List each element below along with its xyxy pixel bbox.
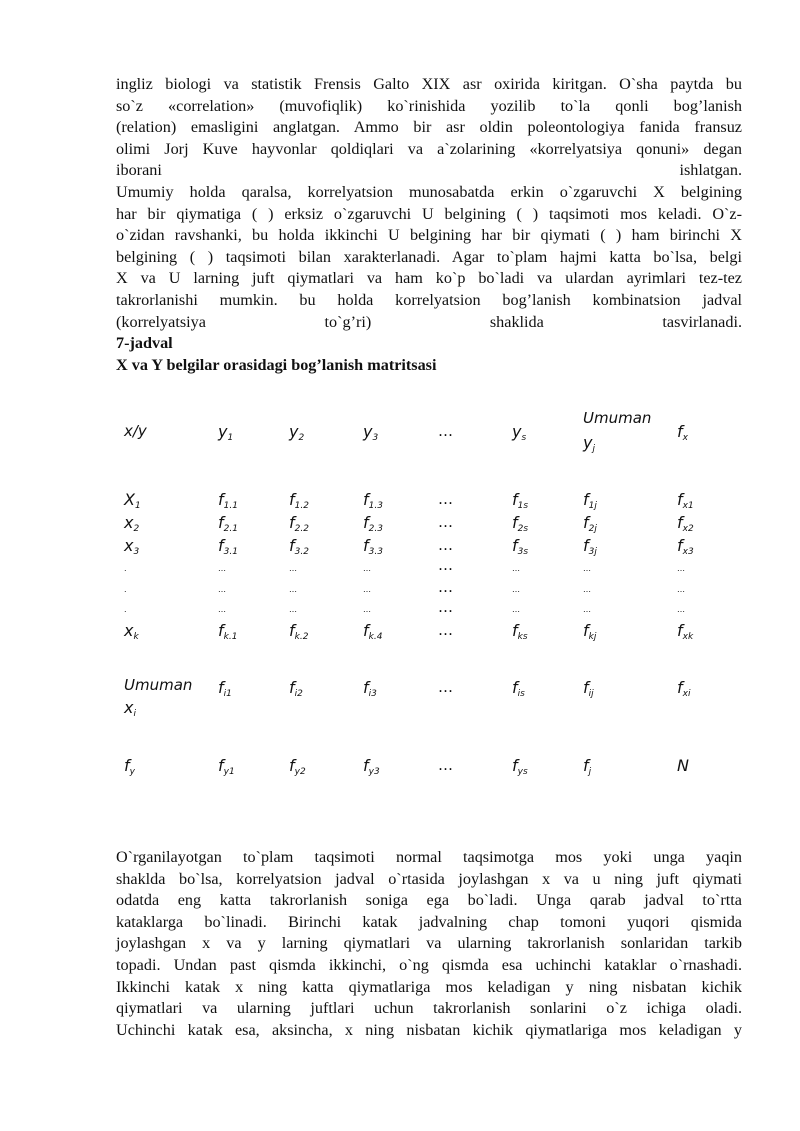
text-line: takrorlanishi mumkin. bu holda korrelyatsion bog’lanish kombinatsion jadval <box>116 290 742 309</box>
cell-fij: $f_{ij}$ <box>583 678 594 699</box>
table-label: 7-jadval <box>116 334 173 353</box>
text-line: Umumiy holda qaralsa, korrelyatsion munosabatda erkin o`zgaruvchi X belgining <box>116 182 742 201</box>
cell-ellipsis: … <box>438 513 453 531</box>
ellipsis-row-marker: . <box>124 605 127 614</box>
cell-f3s: $f_{3s}$ <box>512 536 529 557</box>
cell-ellipsis: … <box>438 536 453 554</box>
ellipsis-cell: … <box>218 585 226 594</box>
cell-fys: $f_{ys}$ <box>512 756 528 777</box>
cell-ellipsis: … <box>438 490 453 508</box>
cell-fkj: $f_{kj}$ <box>583 621 597 642</box>
ellipsis-cell: … <box>289 585 297 594</box>
ellipsis-cell: … <box>218 605 226 614</box>
cell-fy1: $f_{y1}$ <box>218 756 235 777</box>
cell-fj: $f_j$ <box>583 756 592 777</box>
cell-fk2: $f_{k.2}$ <box>289 621 309 642</box>
text-line: O`rganilayotgan to`plam taqsimoti normal taqsimotga mos yoki unga yaqin <box>116 848 742 866</box>
cell-f32: $f_{3.2}$ <box>289 536 309 557</box>
ellipsis-cell: … <box>677 605 685 614</box>
text-line: joylashgan x va y larning qiymatlari va ularning takrorlanish sonlaridan tarkib <box>116 934 742 953</box>
text-line: ingliz biologi va statistik Frensis Galto XIX asr oxirida kiritgan. O`sha paytda bu <box>116 75 742 93</box>
header-total-label: Umuman <box>583 409 652 427</box>
text-line: o`zidan ravshanki, bu holda ikkinchi U belgining har bir qiymati ( ) ham birinchi X <box>116 226 742 245</box>
text-line: iborani ishlatgan. <box>116 161 742 180</box>
text-line: odatda eng katta takrorlanish soniga ega bo`ladi. Unga qarab jadval to`rtta <box>116 891 742 910</box>
text-line: (korrelyatsiya to`g’ri) shaklida tasvirlanadi. <box>116 312 742 331</box>
text-line: shaklda bo`lsa, korrelyatsion jadval o`rtasida joylashgan x va u ning juft qiymati <box>116 869 742 888</box>
cell-fi3: $f_{i3}$ <box>363 678 377 699</box>
ellipsis-cell: … <box>512 605 520 614</box>
cell-fis: $f_{is}$ <box>512 678 525 699</box>
cell-fi2: $f_{i2}$ <box>289 678 303 699</box>
ellipsis-cell: … <box>583 585 591 594</box>
text-line: har bir qiymatiga ( ) erksiz o`zgaruvchi U belgining ( ) taqsimoti mos keladi. O`z- <box>116 204 742 223</box>
total-row-var: $x_i$ <box>124 698 136 719</box>
text-line: topadi. Undan past qismda ikkinchi, o`ng qismda esa uchinchi kataklar o`rnashadi. <box>116 955 742 974</box>
cell-f31: $f_{3.1}$ <box>218 536 238 557</box>
cell-f3j: $f_{3j}$ <box>583 536 597 557</box>
header-total-var: $y_j$ <box>583 433 595 454</box>
paragraph-intro <box>116 74 742 333</box>
table-title: X va Y belgilar orasidagi bog’lanish matritsasi <box>116 355 437 374</box>
ellipsis-cell: … <box>363 605 371 614</box>
cell-fks: $f_{ks}$ <box>512 621 528 642</box>
page-body <box>116 74 742 376</box>
total-row-label: Umuman <box>124 676 193 694</box>
cell-fx1: $f_{x1}$ <box>677 490 694 511</box>
table-corner: x/y <box>124 422 147 440</box>
text-line: Uchinchi katak esa, aksincha, x ning nisbatan kichik qiymatlariga mos keladigan y <box>116 1020 742 1039</box>
ellipsis-row-marker: . <box>124 585 127 594</box>
ellipsis-cell: … <box>438 598 453 616</box>
row-x1-label: $X_1$ <box>124 490 141 511</box>
ellipsis-cell: … <box>289 605 297 614</box>
header-fx: $f_x$ <box>677 422 688 443</box>
cell-fx2: $f_{x2}$ <box>677 513 694 534</box>
cell-fy3: $f_{y3}$ <box>363 756 380 777</box>
text-line: X va U larning juft qiymatlari va ham ko`p bo`ladi va ulardan ayrimlari tez-tez <box>116 269 742 288</box>
ellipsis-cell: … <box>438 578 453 596</box>
page-body-lower <box>116 847 742 1041</box>
header-y2: $y_2$ <box>289 422 305 443</box>
ellipsis-cell: … <box>677 564 685 573</box>
paragraph-explanation <box>116 847 742 1041</box>
text-line: kataklarga bo`linadi. Birinchi katak jadvalning chap tomoni yuqori qismida <box>116 912 742 931</box>
cell-f23: $f_{2.3}$ <box>363 513 383 534</box>
ellipsis-cell: … <box>583 564 591 573</box>
cell-fk4: $f_{k.4}$ <box>363 621 383 642</box>
text-line: (relation) emasligini anglatgan. Ammo bir asr oldin poleontologiya fanida fransuz <box>116 118 742 137</box>
cell-f12: $f_{1.2}$ <box>289 490 309 511</box>
cell-ellipsis: … <box>438 756 453 774</box>
ellipsis-row-marker: . <box>124 564 127 573</box>
ellipsis-cell: … <box>218 564 226 573</box>
cell-f1s: $f_{1s}$ <box>512 490 529 511</box>
text-line: belgining ( ) taqsimoti bilan xarakterlanadi. Agar to`plam hajmi katta bo`lsa, belgi <box>116 247 742 266</box>
ellipsis-cell: … <box>583 605 591 614</box>
ellipsis-cell: … <box>677 585 685 594</box>
text-line: olimi Jorj Kuve hayvonlar qoldiqlari va a`zolarining «korrelyatsiya qonuni» degan <box>116 139 742 158</box>
cell-f13: $f_{1.3}$ <box>363 490 383 511</box>
ellipsis-cell: … <box>363 564 371 573</box>
cell-f2s: $f_{2s}$ <box>512 513 529 534</box>
cell-f1j: $f_{1j}$ <box>583 490 597 511</box>
header-ellipsis: … <box>438 422 453 440</box>
ellipsis-cell: … <box>512 585 520 594</box>
header-ys: $y_s$ <box>512 422 527 443</box>
header-y1: $y_1$ <box>218 422 234 443</box>
cell-fk1: $f_{k.1}$ <box>218 621 238 642</box>
cell-f33: $f_{3.3}$ <box>363 536 383 557</box>
cell-f21: $f_{2.1}$ <box>218 513 238 534</box>
ellipsis-cell: … <box>289 564 297 573</box>
ellipsis-cell: … <box>512 564 520 573</box>
row-x3-label: $x_3$ <box>124 536 140 557</box>
cell-f2j: $f_{2j}$ <box>583 513 597 534</box>
cell-fxk: $f_{xk}$ <box>677 621 694 642</box>
cell-fy2: $f_{y2}$ <box>289 756 306 777</box>
cell-f11: $f_{1.1}$ <box>218 490 238 511</box>
text-line: so`z «correlation» (muvofiqlik) ko`rinishida yozilib to`la qonli bog’lanish <box>116 96 742 115</box>
cell-fi1: $f_{i1}$ <box>218 678 232 699</box>
header-y3: $y_3$ <box>363 422 379 443</box>
ellipsis-cell: … <box>438 556 453 574</box>
text-line: qiymatlari va ularning juftlari uchun takrorlanish sonlarini o`z ichiga oladi. <box>116 999 742 1018</box>
row-x2-label: $x_2$ <box>124 513 140 534</box>
text-line: Ikkinchi katak x ning katta qiymatlariga mos keladigan y ning nisbatan kichik <box>116 977 742 996</box>
row-xk-label: $x_k$ <box>124 621 139 642</box>
cell-ellipsis: … <box>438 621 453 639</box>
cell-f22: $f_{2.2}$ <box>289 513 309 534</box>
cell-fxi: $f_{xi}$ <box>677 678 691 699</box>
cell-n-total: N <box>677 756 689 775</box>
cell-ellipsis: … <box>438 678 453 696</box>
cell-fx3: $f_{x3}$ <box>677 536 694 557</box>
ellipsis-cell: … <box>363 585 371 594</box>
fy-row-label: $f_y$ <box>124 756 135 777</box>
